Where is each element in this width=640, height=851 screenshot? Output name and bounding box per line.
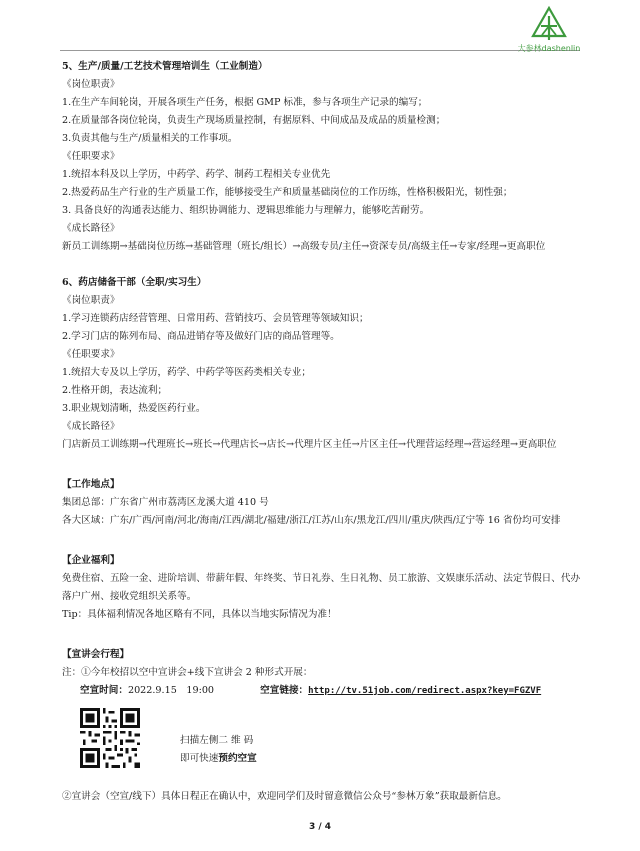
schedule-time-line bbox=[62, 682, 582, 700]
section-6-req-1: 1.统招大专及以上学历，药学、中药学等医药类相关专业； bbox=[62, 367, 311, 378]
section-5-path: 新员工训练期→基础岗位历练→基础管理（班长/组长）→高级专员/主任→资深专员/高级主任→专家/经理→更高职位 bbox=[62, 241, 546, 252]
section-6-duty-2: 2.学习门店的陈列布局、商品进销存等及做好门店的商品管理等。 bbox=[62, 331, 340, 342]
location-regions: 各大区域：广东/广西/河南/河北/海南/江西/湖北/福建/浙江/江苏/山东/黑龙江/四川/重庆/陕西/辽宁等 16 省份均可安排 bbox=[62, 515, 561, 526]
document-body bbox=[62, 58, 582, 806]
section-6-path-heading: 《成长路径》 bbox=[62, 421, 120, 432]
section-6-duty-1: 1.学习连锁药店经营管理、日常用药、营销技巧、会员管理等领域知识； bbox=[62, 313, 369, 324]
qr-block bbox=[62, 704, 582, 788]
section-6-title: 6、药店储备干部（全职/实习生） bbox=[62, 277, 207, 288]
schedule-time-label: 空宣时间： bbox=[80, 685, 128, 696]
section-6-req-3: 3.职业规划清晰，热爱医药行业。 bbox=[62, 403, 206, 414]
benefits-title: 【企业福利】 bbox=[62, 555, 120, 566]
company-logo bbox=[514, 6, 584, 56]
page-number: 3 / 4 bbox=[308, 822, 332, 832]
section-6-req-2: 2.性格开朗，表达流利； bbox=[62, 385, 168, 396]
schedule-note: 注：①今年校招以空中宣讲会+线下宣讲会 2 种形式开展： bbox=[62, 667, 313, 678]
section-5-duty-1: 1.在生产车间轮岗，开展各项生产任务，根据 GMP 标准，参与各项生产记录的编写； bbox=[62, 97, 428, 108]
schedule-time-value: 2022.9.15 19:00 bbox=[127, 685, 215, 696]
schedule-note-2: ②宣讲会（空宣/线下）具体日程正在确认中，欢迎同学们及时留意微信公众号“参林万象”获取最新信息。 bbox=[62, 791, 507, 802]
logo-text: 大参林dashenlin bbox=[517, 44, 581, 53]
section-6-duty-heading: 《岗位职责》 bbox=[62, 295, 120, 306]
schedule-link[interactable]: http://tv.51job.com/redirect.aspx?key=FGZVF bbox=[308, 686, 542, 696]
section-5-req-2: 2.热爱药品生产行业的生产质量工作，能够接受生产和质量基础岗位的工作历练，性格积极阳光，韧性强； bbox=[62, 187, 513, 198]
section-5-req-1: 1.统招本科及以上学历，中药学、药学、制药工程相关专业优先 bbox=[62, 169, 331, 180]
location-title: 【工作地点】 bbox=[62, 479, 120, 490]
section-5-duty-heading: 《岗位职责》 bbox=[62, 79, 120, 90]
section-5-duty-3: 3.负责其他与生产/质量相关的工作事项。 bbox=[62, 133, 238, 144]
section-5-req-heading: 《任职要求》 bbox=[62, 151, 120, 162]
schedule-title: 【宣讲会行程】 bbox=[62, 649, 130, 660]
section-5-duty-2: 2.在质量部各岗位轮岗，负责生产现场质量控制，有据原料、中间成品及成品的质量检测； bbox=[62, 115, 446, 126]
section-5-title: 5、生产/质量/工艺技术管理培训生（工业制造） bbox=[62, 61, 268, 72]
qr-instructions bbox=[180, 732, 257, 768]
schedule-link-label: 空宣链接： bbox=[260, 685, 309, 696]
qr-line-2-prefix: 即可快速 bbox=[180, 753, 219, 764]
section-6-path: 门店新员工训练期→代理班长→班长→代理店长→店长→代理片区主任→片区主任→代理营运经理→营运经理→更高职位 bbox=[62, 439, 557, 450]
benefits-tip: Tip：具体福利情况各地区略有不同，具体以当地实际情况为准！ bbox=[62, 609, 337, 620]
header-rule bbox=[60, 50, 580, 51]
qr-line-1: 扫描左侧二 维 码 bbox=[180, 735, 254, 746]
tree-logo-icon bbox=[531, 6, 567, 42]
benefits-text: 免费住宿、五险一金、进阶培训、带薪年假、年终奖、节日礼券、生日礼物、员工旅游、文娱康乐活动、法定节假日、代办落户广州、接收党组织关系等。 bbox=[62, 573, 581, 602]
section-5-path-heading: 《成长路径》 bbox=[62, 223, 120, 234]
qr-line-2 bbox=[180, 750, 257, 768]
section-6-req-heading: 《任职要求》 bbox=[62, 349, 120, 360]
qr-line-2-emphasis: 预约空宣 bbox=[218, 753, 257, 764]
qr-code-icon[interactable] bbox=[80, 708, 140, 768]
section-5-req-3: 3. 具备良好的沟通表达能力、组织协调能力、逻辑思维能力与理解力，能够吃苦耐劳。 bbox=[62, 205, 430, 216]
location-hq: 集团总部：广东省广州市荔湾区龙溪大道 410 号 bbox=[62, 497, 269, 508]
